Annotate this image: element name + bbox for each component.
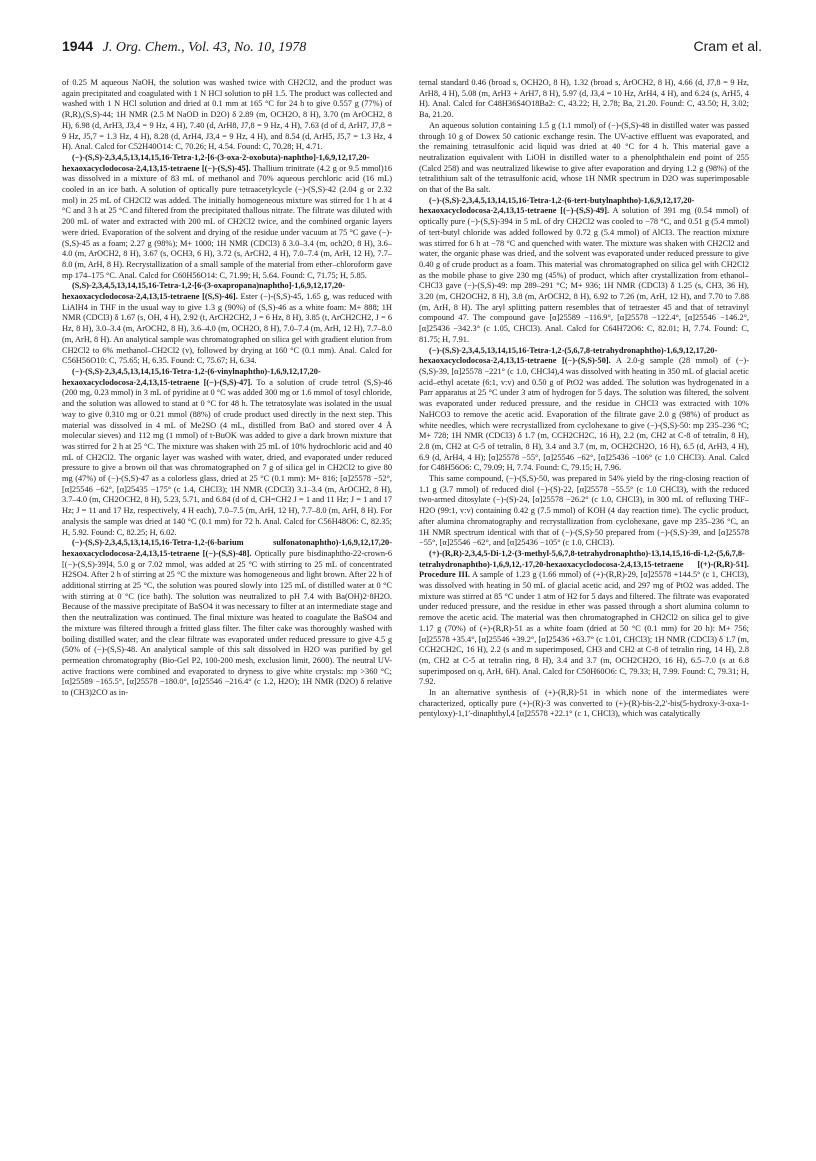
- compound-heading: (−)-(S,S)-2,3,4,5,13,14,15,16-Tetra-1,2-(6-vinylnaphtho)-1,6,9,12,17,20-hexaoxacyclodocosa-2,4,13,15-tetraene [(−)-(S,S)-47].: [62, 366, 321, 387]
- experimental-paragraph: [419, 346, 749, 474]
- right-text-column: [419, 78, 749, 1133]
- compound-heading: (−)-(S,S)-2,3,4,5,13,14,15,16-Tetra-1,2-(6-barium sulfonatonaphtho)-1,6,9,12,17,20-hexaoxacyclodocosa-2,4,13,15-tetraene [(−)-(S,S)-48].: [62, 538, 392, 558]
- page-number: 1944: [62, 38, 94, 54]
- paragraph-text: Optically pure bisdinaphtho-22-crown-6 [(−)-(S,S)-39]4, 5.0 g or 7.02 mmol, was added at 25 °C with stirring to 25 mL of concentrated H2SO4. After 2 h of stirring at 25 °C the mixture was homogeneous and light brown. After 22 h of additional stirring at 25 °C, the solution was poured slowly into 125 mL of distilled water at 0 °C with stirring at 0 °C (ice bath). The solution was neutralized to pH 7.4 with Ba(OH)2·8H2O. Because of the massive precipitate of BaSO4 it was necessary to filter at an intermediate stage and then the neutralization was continued. The final mixture was heated to coagulate the BaSO4 and the mixture was filtered through a fritted glass filter. The filter cake was thoroughly washed with boiling distilled water, and the clear filtrate was evaporated under reduced pressure to give 4.5 g (50% of (−)-(S,S)-48. An analytical sample of this salt dissolved in H2O was purified by gel permeation chromatography (Bio-Gel P2, 100-200 mesh, exclusion limit, 2600). The neutral UV-active fractions were combined and evaporated to dryness to give white crystals: mp >360 °C; [α]25589 −165.5°, [α]25578 −180.0°, [α]25546 −216.4° (c 1.2, H2O); 1H NMR (D2O) δ relative to (CH3)2CO as in-: [62, 548, 392, 698]
- body-paragraph: [419, 688, 749, 720]
- compound-heading: (−)-(S,S)-2,3,4,5,13,14,15,16-Tetra-1,2-(6-tert-butylnaphtho)-1,6,9,12,17,20-hexaoxacyclodocosa-2,4,13,15-tetraene [(−)-(S,S)-49].: [419, 195, 695, 216]
- body-paragraph: [62, 78, 392, 153]
- running-head-authors: Cram et al.: [693, 38, 762, 54]
- page-header: [62, 38, 762, 58]
- body-paragraph: [419, 78, 749, 121]
- compound-heading: (−)-(S,S)-2,3,4,5,13,14,15,16-Tetra-1,2-[6-(3-oxa-2-oxobuta)-naphtho]-1,6,9,12,17,20-hexaoxacyclodocosa-2,4,13,15-tetraene [(−)-(S,S)-45].: [62, 152, 370, 173]
- journal-citation: J. Org. Chem., Vol. 43, No. 10, 1978: [102, 40, 307, 55]
- left-text-column: [62, 78, 392, 1133]
- paragraph-text: A solution of 391 mg (0.54 mmol) of optically pure (−)-(S,S)-394 in 5 mL of dry CH2Cl2 was cooled to −78 °C, and 0.51 g (5.4 mmol) of tert-butyl chloride was added followed by 0.72 g (5.4 mmol) of AlCl3. The reaction mixture was stirred for 6 h at −78 °C and quenched with water. The mixture was shaken with CH2Cl2 and water, the organic phase was dried, and the solvent was evaporated under reduced pressure to give 0.40 g of crude product as a foam. This material was chromatographed on silica gel with CH2Cl2 as the mobile phase to give 230 mg (45%) of product, which after crystallization from ethanol–CHCl3 gave (−)-(S,S)-49: mp 289–291 °C; M+ 936; 1H NMR (CDCl3) δ 1.25 (s, CH3, 36 H), 3.20 (m, CH2OCH2, 8 H), 3.8 (m, ArOCH2, 8 H), 6.92 to 7.26 (m, ArH, 12 H), and 7.70 to 7.88 (m, ArH, 8 H). The aryl splitting pattern resembles that of tetraester 45 and that of tetravinyl compound 47. The compound gave [α]25589 −116.9°, [α]25578 −122.4°, [α]25546 −146.2°, [α]25436 −342.3° (c 1.05, CHCl3). Anal. Calcd for C64H72O6: C, 82.01; H, 7.74. Found: C, 81.75; H, 7.91.: [419, 206, 749, 344]
- experimental-paragraph: [62, 538, 392, 699]
- compound-heading: (+)-(R,R)-2,3,4,5-Di-1,2-(3-methyl-5,6,7,8-tetrahydronaphtho)-13,14,15,16-di-1,2-(5,6,7,8-tetrahydronaphtho)-1,6,9,12,-17,20-hexaoxacyclodocosa-2,4,13,15-tetraene [(+)-(R,R)-51]. Procedure III.: [419, 548, 749, 580]
- paragraph-text: ternal standard 0.46 (broad s, OCH2O, 8 H), 1.32 (broad s, ArOCH2, 8 H), 4.66 (d, J7,8 = 9 Hz, ArH8, 4 H), 5.08 (m, ArH3 + ArH7, 8 H), 5.97 (d, J3,4 = 10 Hz, ArH4, 4 H), and 6.24 (s, ArH5, 4 H). Anal. Calcd for C48H36S4O18Ba2: C, 43.22; H, 2.78; Ba, 21.20. Found: C, 43.50; H, 3.02; Ba, 21.20.: [419, 78, 749, 120]
- paragraph-text: To a solution of crude tetrol (S,S)-46 (200 mg, 0.23 mmol) in 3 mL of pyridine at 0 °C was added 300 mg or 1.6 mmol of tosyl chloride, and the solution was allowed to stand at 0 °C for 48 h. The tetratosylate was isolated in the usual way to give 0.310 mg or 0.21 mmol (88%) of crude product used directly in the next step. This material was dissolved in 4 mL of Me2SO (4 mL, distilled from BaO and stored over 4 Å molecular sieves) and 112 mg (1 mmol) of t-BuOK was added to give a dark brown mixture that was stirred for 2 h at 25 °C. The mixture was shaken with 25 mL of 10% hydrochloric acid and 40 mL of CH2Cl2. The organic layer was washed with water, dried, and evaporated under reduced pressure to give a brown oil that was chromatographed on 7 g of silica gel in CH2Cl2 to give 80 mg (47%) of (−)-(S,S)-47 as a colorless glass, dried at 25 °C (0.1 mm): M+ 816; [α]25578 −52°, [α]25546 −62°, [α]25435 −175° (c 1.4, CHCl3); 1H NMR (CDCl3) 3.1–3.4 (m, ArOCH2, 8 H), 3.7–4.0 (m, CH2OCH2, 8 H), 5.23, 5.71, and 6.84 (d of d, CH=CH2 J = 1 and 11 Hz; J = 1 and 17 Hz; J = 11 and 17 Hz, respectively, 4 H each), 7.0–7.5 (m, ArH, 12 H), 7.7–8.0 (m, ArH, 8 H). For analysis the sample was dried at 140 °C (0.1 mm) for 72 h. Anal. Calcd for C56H48O6: C, 82.35; H, 5.92. Found: C, 82.25; H, 6.02.: [62, 377, 392, 537]
- experimental-paragraph: [62, 281, 392, 367]
- paragraph-text: Thallium trinitrate (4.2 g or 9.5 mmol)16 was dissolved in a mixture of 83 mL of methanol and 70% aqueous perchloric acid (16 mL) cooled in an ice bath. A solution of optically pure tetraacetylcycle (−)-(S,S)-42 (2.04 g or 2.32 mol) in 25 mL of CH2Cl2 was added. The initially homogeneous mixture was stirred for 1 h at 4 °C and 3 h at 25 °C and filtered from the precipitated thallous nitrate. The filtrate was diluted with 200 mL of water and extracted with 200 mL of CH2Cl2 twice, and the combined organic layers were dried. Evaporation of the solvent and drying of the residue under vacuum at 75 °C gave (−)-(S,S)-45 as a foam; 2.27 g (98%); M+ 1000; 1H NMR (CDCl3) δ 3.0–3.4 (m, och2O, 8 H), 3.6–4.0 (m, ArOCH2, 8 H), 3.67 (s, OCH3, 6 H), 3.72 (s, ArCH2, 4 H), 7.0–7.4 (m, ArH, 12 H), 7.7–8.0 (m, ArH, 8 H). Recrystallization of a small sample of the material from ether–chloroform gave mp 174–175 °C. Anal. Calcd for C60H56O14: C, 71.99; H, 5.64. Found: C, 71.75; H, 5.85.: [62, 163, 392, 280]
- experimental-paragraph: [419, 196, 749, 346]
- body-paragraph: [419, 474, 749, 549]
- paragraph-text: An aqueous solution containing 1.5 g (1.1 mmol) of (−)-(S,S)-48 in distilled water was passed through 10 g of Dowex 50 cationic exchange resin. The UV-active effluent was evaporated, and the remaining tetrasulfonic acid liquid was dried at 40 °C for 4 h. This material gave a neutralization equivalent with LiOH in distilled water to a phenolphthalein end point of 255 (Calcd 258) and was neutralized likewise to give after evaporation and drying 1.2 g (98%) of the tetralithium salt of the tetrasulfonic acid, whose 1H NMR spectrum in D2O was superimposable on that of the Ba salt.: [419, 120, 749, 195]
- experimental-paragraph: [62, 367, 392, 538]
- paragraph-text: A 2.0-g sample (28 mmol) of (−)-(S,S)-39, [α]25578 −221° (c 1.0, CHCl4),4 was dissolved with heating in 350 mL of glacial acetic acid–ethyl acetate (6:1, v:v) and 0.50 g of PtO2 was added. The solution was hydrogenated in a Parr apparatus at 25 °C under 3 atm of hydrogen for 5 days. The solution was filtered, the solvent was evaporated under reduced pressure, and the residue in CHCl3 was extracted with 10% NaHCO3 to remove the acetic acid. Evaporation of the filtrate gave 2.0 g (98%) of product as white needles, which were recrystallized from cyclohexane to give (−)-(S,S)-50: mp 235–236 °C; M+ 728; 1H NMR (CDCl3) δ 1.7 (m, CCH2CH2C, 16 H), 2.2 (m, CH2 at C-8 of tetralin, 8 H), 2.8 (m, CH2 at C-5 of tetralin, 8 H), 3.4 and 3.7 (m, m, OCH2CH2O, 16 H), 6.5 (d, ArH3, 4 H), 6.9 (d, ArH4, 4 H); [α]25578 −55°, [α]25546 −62°, [α]25436 −106° (c 1.0 CHCl3). Anal. Calcd for C48H56O6: C, 79.09; H, 7.74. Found: C, 79.15; H, 7.96.: [419, 356, 749, 473]
- compound-heading: (S,S)-2,3,4,5,13,14,15,16-Tetra-1,2-[6-(3-oxapropana)naphtho]-1,6,9,12,17,20-hexaoxacyclodocosa-2,4,13,15-tetraene [(S,S)-46].: [62, 281, 346, 302]
- paragraph-text: This same compound, (−)-(S,S)-50, was prepared in 54% yield by the ring-closing reaction of 1.1 g (3.7 mmol) of reduced diol (−)-(S)-22, [α]25578 −55.5° (c 1.0 CHCl3), with the reduced two-armed ditosylate (−)-(S)-24, [α]25578 −26.2° (c 1.0, CHCl3), in 300 mL of refluxing THF–H2O (99:1, v:v) containing 0.42 g (7.5 mmol) of KOH (4 day reaction time). The cyclic product, after alumina chromatography and recrystallization from cyclohexane, gave mp 235–236 °C, an 1H NMR spectrum identical with that of (−)-(S,S)-50 prepared from (−)-(S,S)-39, and [α]25578 −55°, [α]25546 −62°, and [α]25436 −105° (c 1.0, CHCl3).: [419, 474, 749, 548]
- paragraph-text: In an alternative synthesis of (+)-(R,R)-51 in which none of the intermediates were characterized, optically pure (+)-(R)-3 was converted to (+)-(R)-bis-2,2′-bis(5-hydroxy-3-oxa-1-pentyloxy)-1,1′-dinaphthyl,4 [α]25578 +22.1° (c 1, CHCl3), which was catalytically: [419, 688, 749, 719]
- paragraph-text: Ester (−)-(S,S)-45, 1.65 g, was reduced with LiAlH4 in THF in the usual way to give 1.3 g (90%) of (S,S)-46 as a white foam: M+ 888; 1H NMR (CDCl3) δ 1.67 (s, OH, 4 H), 2.92 (t, ArCH2CH2, J = 6 Hz, 8 H), 3.85 (t, ArCH2CH2, J = 6 Hz, 8 H), 3.0–3.4 (m, ArOCH2, 8 H), 3.6–4.0 (m, OCH2O, 8 H), 7.0–7.4 (m, ArH, 12 H), 7.7–8.0 (m, ArH, 8 H). An analytical sample was chromatographed on silica gel with gradient elution from CH2Cl2 to 6% methanol–CH2Cl2 (v), followed by drying at 160 °C (0.1 mm). Anal. Calcd for C56H56O10: C, 75.65; H, 6.35. Found: C, 75.67; H, 6.34.: [62, 292, 392, 366]
- body-paragraph: [419, 121, 749, 196]
- compound-heading: (−)-(S,S)-2,3,4,5,13,14,15,16-Tetra-1,2-(5,6,7,8-tetrahydronaphtho)-1,6,9,12,17,20-hexaoxacyclodocosa-2,4,13,15-tetraene [(−)-(S,S)-50].: [419, 345, 718, 366]
- paragraph-text: of 0.25 M aqueous NaOH, the solution was washed twice with CH2Cl2, and the product was again precipitated and coagulated with 1 N HCl solution to pH 1.5. The product was collected and washed with 1 N HCl solution and dried at 0.1 mm at 165 °C for 24 h to give 0.557 g (77%) of (R,R),(S,S)-44; 1H NMR (2.5 M NaOD in D2O) δ 2.89 (m, OCH2O, 8 H), 3.70 (m ArOCH2, 8 H), 6.98 (d, ArH3, J3,4 = 9 Hz, 4 H), 7.40 (d, ArH8, J7,8 = 9 Hz, 4 H), 7.63 (d of d, ArH7, J7,8 = 9 Hz, J5,7 = 1.3 Hz, 4 H), 8.28 (d, ArH4, J3,4 = 9 Hz, 4 H), and 8.54 (d, ArH5, J5,7 = 1.3 Hz, 4 H). Anal. Calcd for C52H40O14: C, 70.26; H, 4.54. Found: C, 70.28; H, 4.71.: [62, 78, 392, 152]
- experimental-paragraph: [62, 153, 392, 281]
- paragraph-text: A sample of 1.23 g (1.66 mmol) of (+)-(R,R)-29, [α]25578 +144.5° (c 1, CHCl3), was dissolved with heating in 50 mL of glacial acetic acid, and 297 mg of PtO2 was added. The mixture was stirred at 85 °C under 1 atm of H2 for 5 days and filtered. The filtrate was evaporated under reduced pressure, and the residue in ether was passed through a short alumina column to remove the acetic acid. The material was then chromatographed in CH2Cl2 on silica gel to give 1.17 g (70%) of (+)-(R,R)-51 as a white foam (dried at 50 °C (0.1 mm) for 20 h): M+ 756; [α]25578 +35.4°, [α]25546 +39.2°, [α]25436 +63.7° (c 1.01, CHCl3); 1H NMR (CDCl3) δ 1.7 (m, CCH2CH2C, 16 H), 2.2 (s and m superimposed, CH3 and CH2 at C-8 of tetralin ring, 14 H), 2.8 (m, CH2 at C-5 at tetralin ring, 8 H), 3.4 and 3.7 (m, OCH2CH2O, 16 H), 6.5–7.0 (s at 6.8 superimposed on q, ArH, 6H). Anal. Calcd for C50H60O6: C, 79.33; H, 7.99. Found: C, 79.31; H, 7.92.: [419, 570, 749, 687]
- running-head-left: [62, 38, 306, 56]
- experimental-paragraph: [419, 549, 749, 688]
